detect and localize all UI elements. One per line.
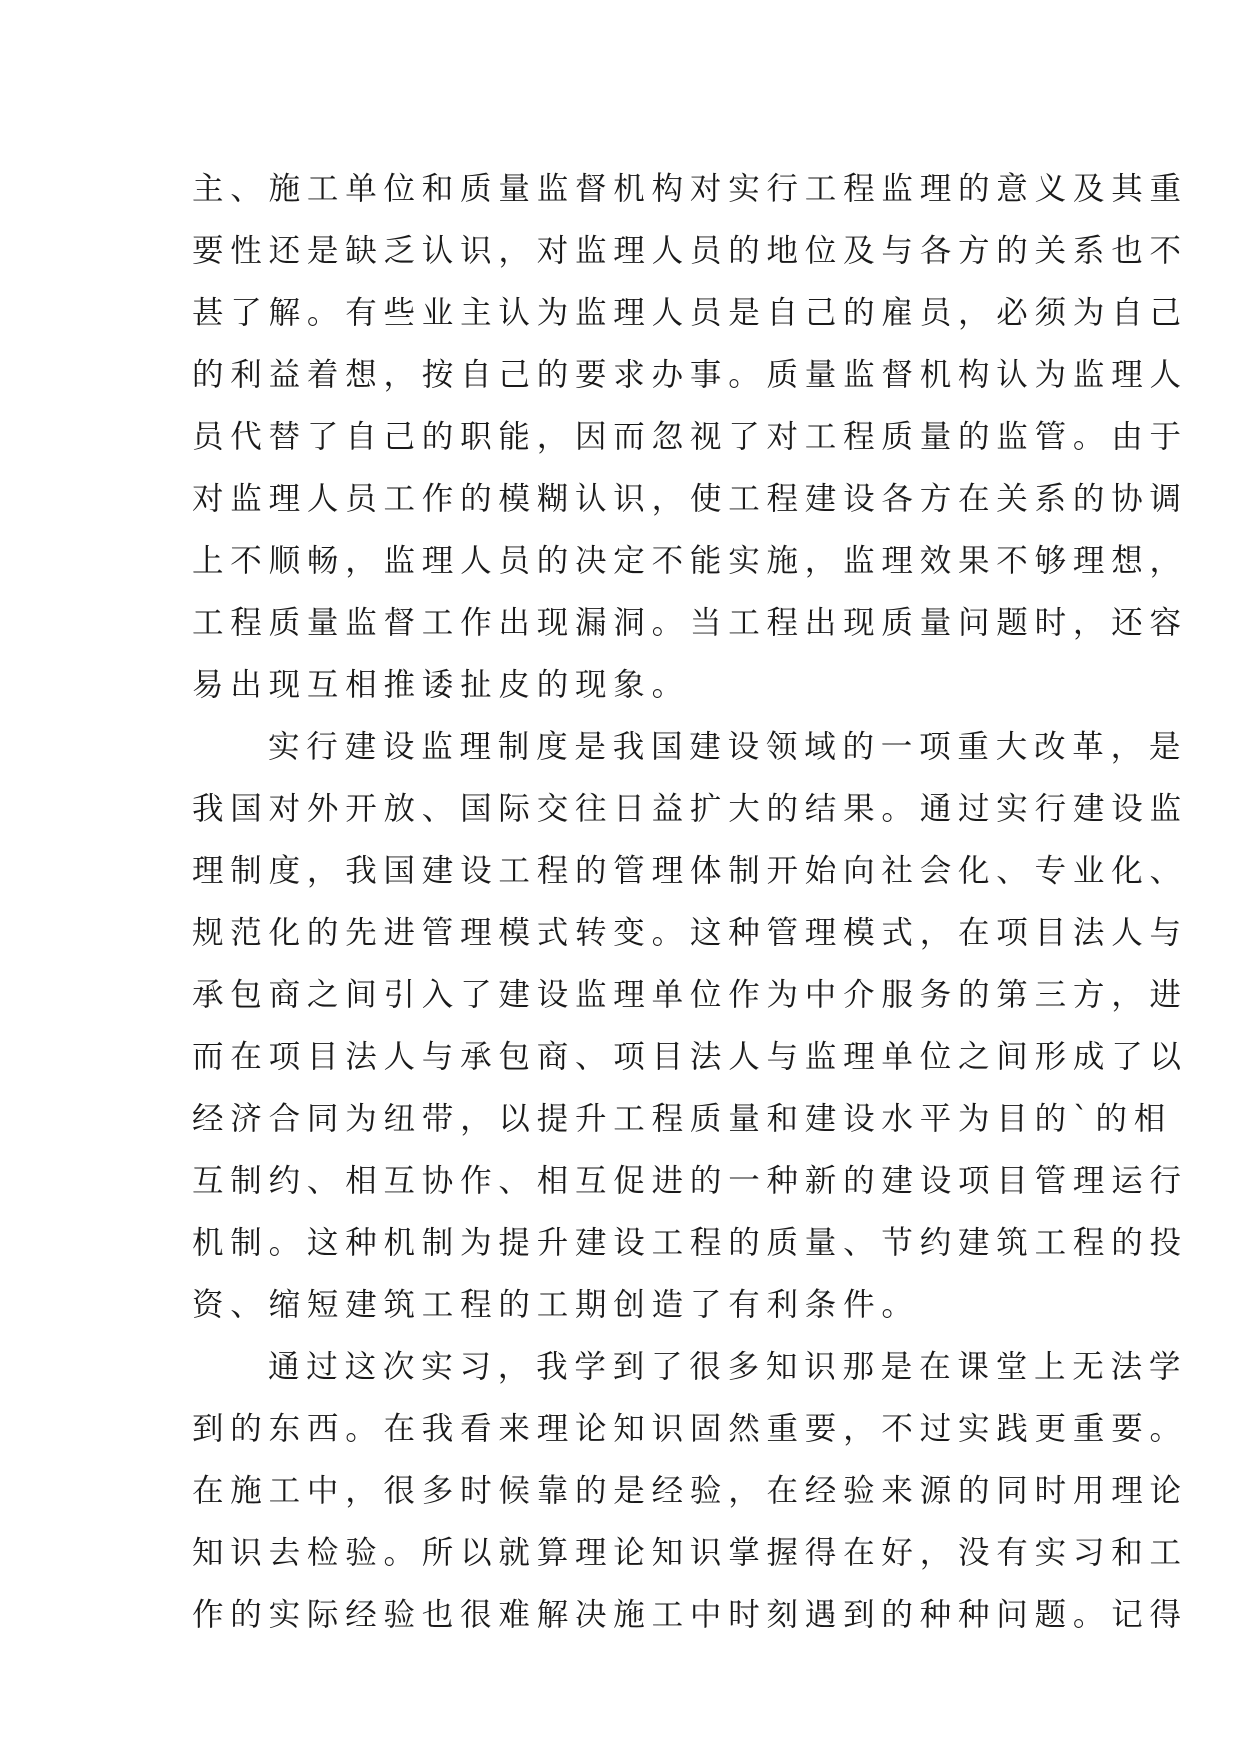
text-line: 作的实际经验也很难解决施工中时刻遇到的种种问题。记得 bbox=[192, 1597, 1188, 1633]
text-line: 在施工中，很多时候靠的是经验，在经验来源的同时用理论 bbox=[192, 1473, 1188, 1509]
text-line: 经济合同为纽带，以提升工程质量和建设水平为目的`的相 bbox=[192, 1101, 1173, 1137]
text-line: 要性还是缺乏认识，对监理人员的地位及与各方的关系也不 bbox=[192, 233, 1188, 269]
text-line: 的利益着想，按自己的要求办事。质量监督机构认为监理人 bbox=[192, 357, 1188, 393]
text-line: 员代替了自己的职能，因而忽视了对工程质量的监管。由于 bbox=[192, 419, 1188, 455]
text-line: 机制。这种机制为提升建设工程的质量、节约建筑工程的投 bbox=[192, 1225, 1188, 1261]
text-line: 承包商之间引入了建设监理单位作为中介服务的第三方，进 bbox=[192, 977, 1188, 1013]
text-line: 主、施工单位和质量监督机构对实行工程监理的意义及其重 bbox=[192, 171, 1188, 207]
text-line: 甚了解。有些业主认为监理人员是自己的雇员，必须为自己 bbox=[192, 295, 1188, 331]
text-line: 互制约、相互协作、相互促进的一种新的建设项目管理运行 bbox=[192, 1163, 1188, 1199]
text-line: 工程质量监督工作出现漏洞。当工程出现质量问题时，还容 bbox=[192, 605, 1188, 641]
text-line: 我国对外开放、国际交往日益扩大的结果。通过实行建设监 bbox=[192, 791, 1188, 827]
text-line: 规范化的先进管理模式转变。这种管理模式，在项目法人与 bbox=[192, 915, 1188, 951]
text-line: 知识去检验。所以就算理论知识掌握得在好，没有实习和工 bbox=[192, 1535, 1188, 1571]
paragraph-first-line: 实行建设监理制度是我国建设领域的一项重大改革，是 bbox=[268, 729, 1188, 765]
body-text bbox=[192, 158, 1188, 1646]
text-line: 对监理人员工作的模糊认识，使工程建设各方在关系的协调 bbox=[192, 481, 1188, 517]
text-line: 而在项目法人与承包商、项目法人与监理单位之间形成了以 bbox=[192, 1039, 1188, 1075]
text-line: 资、缩短建筑工程的工期创造了有利条件。 bbox=[192, 1287, 920, 1323]
paragraph-first-line: 通过这次实习，我学到了很多知识那是在课堂上无法学 bbox=[268, 1349, 1188, 1385]
text-line: 到的东西。在我看来理论知识固然重要，不过实践更重要。 bbox=[192, 1411, 1188, 1447]
text-line: 易出现互相推诿扯皮的现象。 bbox=[192, 667, 690, 703]
text-line: 上不顺畅，监理人员的决定不能实施，监理效果不够理想， bbox=[192, 543, 1188, 579]
text-line: 理制度，我国建设工程的管理体制开始向社会化、专业化、 bbox=[192, 853, 1188, 889]
